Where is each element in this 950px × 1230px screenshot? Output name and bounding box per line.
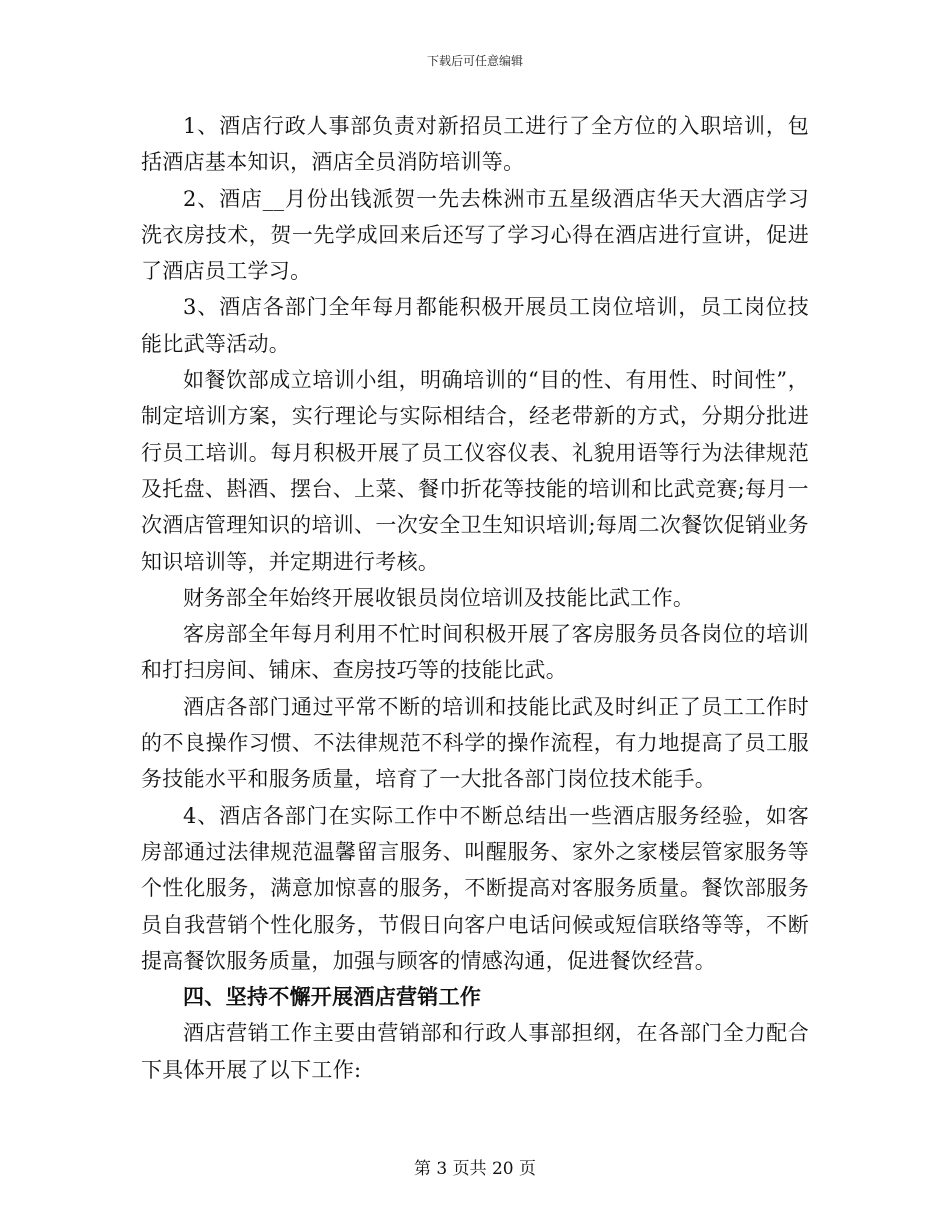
section-heading: 四、坚持不懈开展酒店营销工作 xyxy=(183,985,482,1010)
paragraph-5: 财务部全年始终开展收银员岗位培训及技能比武工作。 xyxy=(183,585,695,610)
paragraph-4: 如餐饮部成立培训小组，明确培训的“目的性、有用性、时间性”，制定培训方案，实行理论与实际相结合，经老带新的方式，分期分批进行员工培训。每月积极开展了员工仪容仪表、礼貌用语等行为法律规范及托盘、斟酒、摆台、上菜、餐巾折花等技能的培训和比武竞赛;每月一次酒店管理知识的培训、一次安全卫生知识培训;每周二次餐饮促销业务知识培训等，并定期进行考核。 xyxy=(141,368,809,574)
document-body xyxy=(141,108,809,1088)
closing-paragraph: 酒店营销工作主要由营销部和行政人事部担纲，在各部门全力配合下具体开展了以下工作: xyxy=(141,1021,809,1082)
paragraph-1: 1、酒店行政人事部负责对新招员工进行了全方位的入职培训，包括酒店基本知识，酒店全员消防培训等。 xyxy=(141,114,809,175)
paragraph-6: 客房部全年每月利用不忙时间积极开展了客房服务员各岗位的培训和打扫房间、铺床、查房技巧等的技能比武。 xyxy=(141,622,809,683)
paragraph-3: 3、酒店各部门全年每月都能积极开展员工岗位培训，员工岗位技能比武等活动。 xyxy=(141,295,809,356)
paragraph-8: 4、酒店各部门在实际工作中不断总结出一些酒店服务经验，如客房部通过法律规范温馨留言服务、叫醒服务、家外之家楼层管家服务等个性化服务，满意加惊喜的服务，不断提高对客服务质量。餐饮部服务员自我营销个性化服务，节假日向客户电话问候或短信联络等等，不断提高餐饮服务质量，加强与顾客的情感沟通，促进餐饮经营。 xyxy=(141,803,809,973)
page-header-note: 下载后可任意编辑 xyxy=(426,54,523,68)
paragraph-7: 酒店各部门通过平常不断的培训和技能比武及时纠正了员工工作时的不良操作习惯、不法律规范不科学的操作流程，有力地提高了员工服务技能水平和服务质量，培育了一大批各部门岗位技术能手。 xyxy=(141,694,809,792)
page-footer: 第 3 页共 20 页 xyxy=(413,1159,537,1179)
paragraph-2: 2、酒店__月份出钱派贺一先去株洲市五星级酒店华天大酒店学习洗衣房技术，贺一先学成回来后还写了学习心得在酒店进行宣讲，促进了酒店员工学习。 xyxy=(141,186,809,284)
